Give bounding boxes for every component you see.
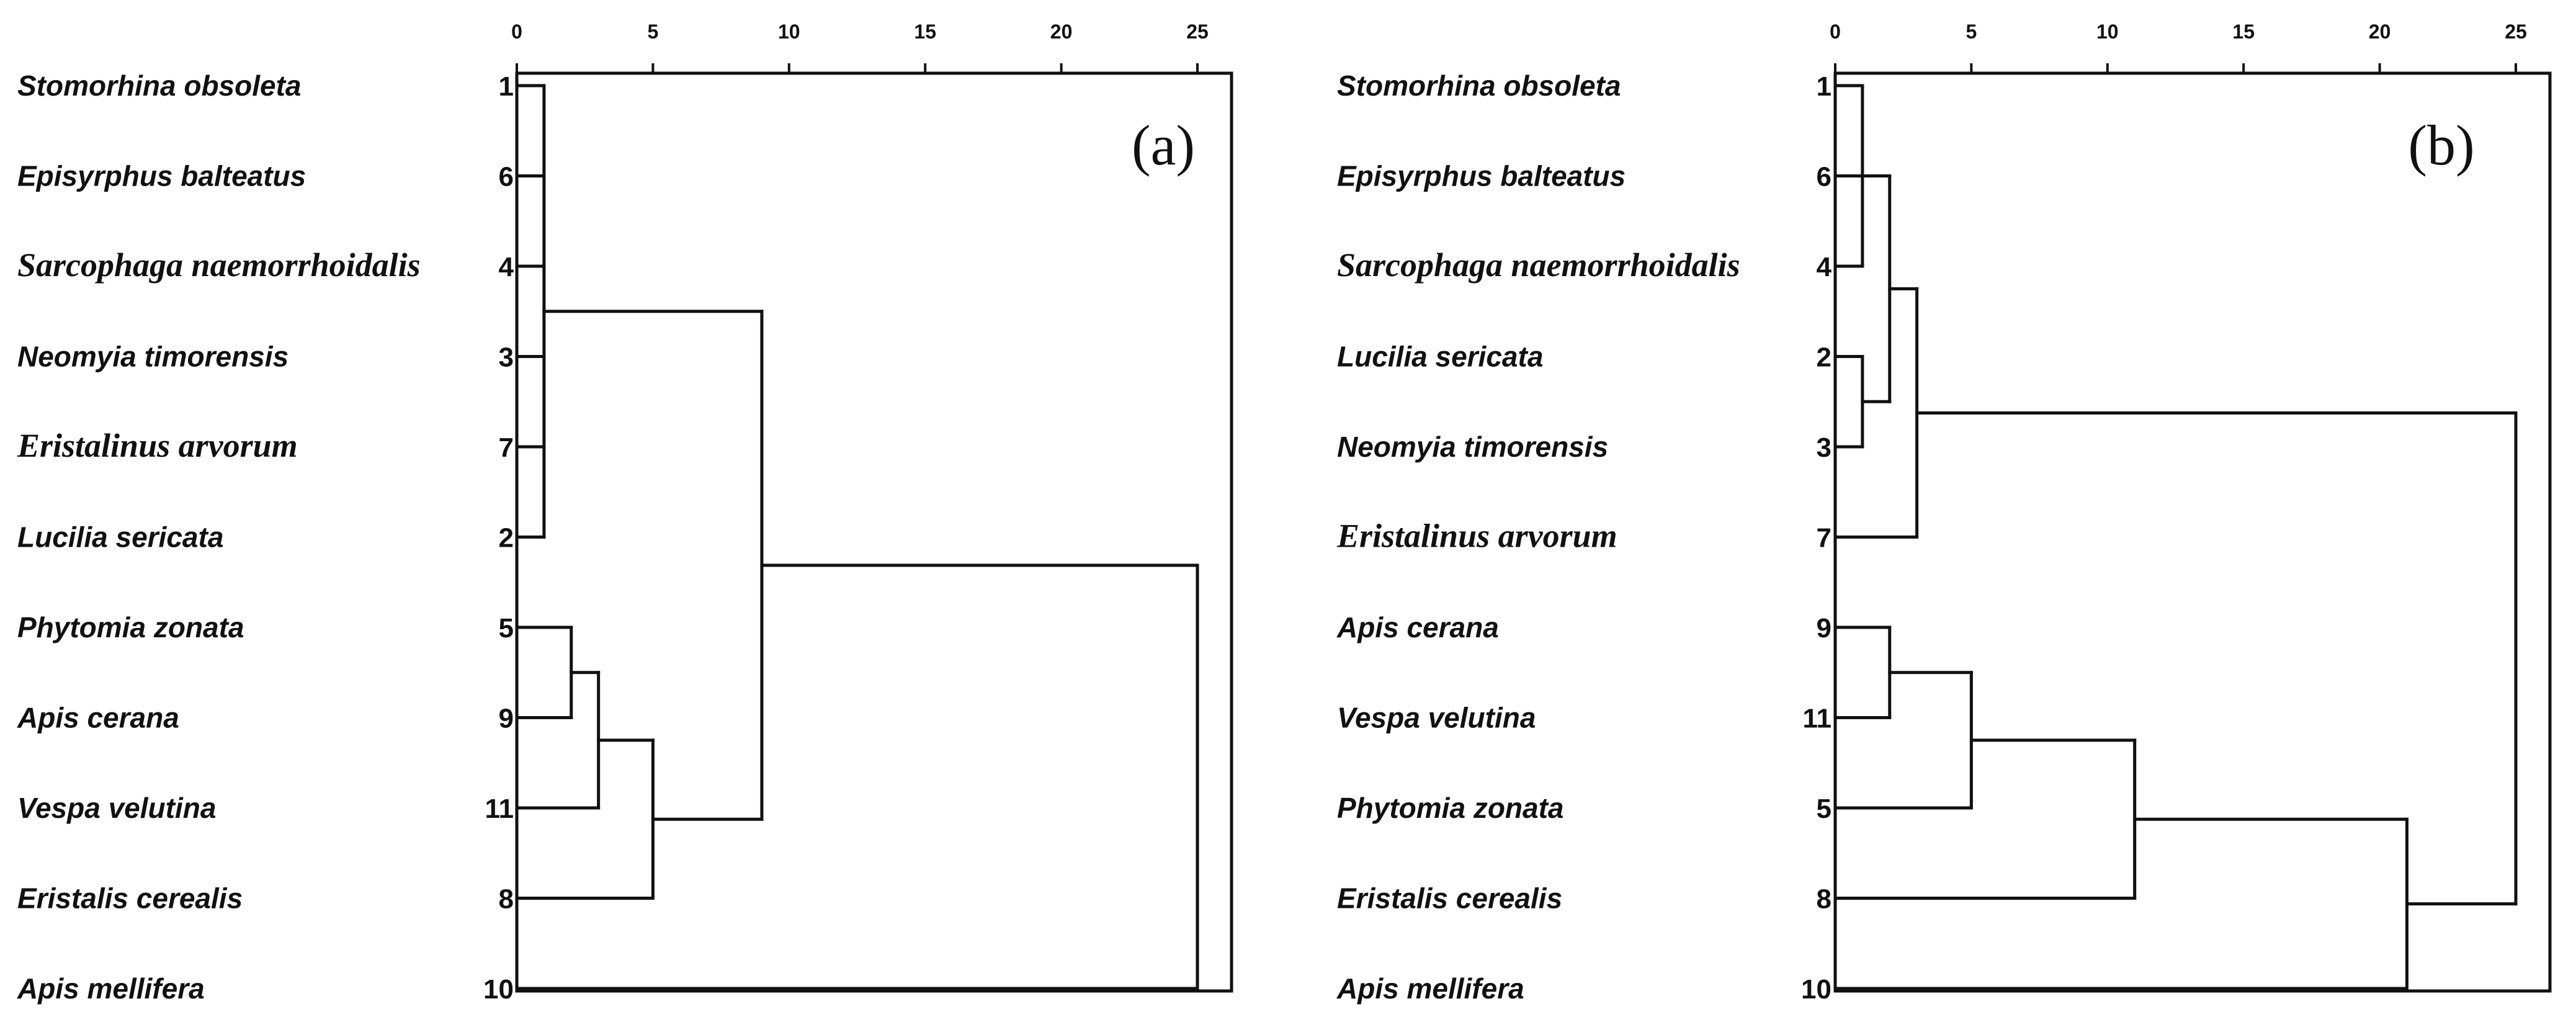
species-label: Phytomia zonata — [17, 611, 244, 643]
case-number: 11 — [485, 794, 514, 824]
species-label: Neomyia timorensis — [17, 340, 289, 373]
case-number: 3 — [498, 342, 514, 373]
axis-tick-label: 5 — [1966, 20, 1977, 43]
case-number: 6 — [498, 161, 514, 192]
case-number: 11 — [1802, 703, 1831, 734]
case-number: 5 — [1816, 794, 1831, 824]
plot-frame — [1835, 73, 2550, 991]
case-number: 2 — [1816, 342, 1831, 373]
species-label: Neomyia timorensis — [1337, 431, 1609, 463]
plot-frame — [517, 73, 1232, 991]
species-label: Apis cerana — [17, 701, 179, 734]
case-number: 3 — [1816, 433, 1831, 463]
case-number: 5 — [498, 613, 514, 643]
species-label: Eristalinus arvorum — [17, 427, 298, 464]
species-label: Stomorhina obsoleta — [1337, 69, 1621, 102]
species-label: Episyrphus balteatus — [1337, 159, 1626, 192]
axis-tick-label: 15 — [914, 20, 936, 43]
dendrogram-panel-a — [17, 20, 1232, 1005]
species-label: Apis mellifera — [17, 972, 205, 1005]
case-number: 9 — [498, 703, 514, 734]
axis-tick-label: 0 — [511, 20, 522, 43]
axis-tick-label: 5 — [647, 20, 659, 43]
case-number: 10 — [1801, 974, 1831, 1005]
axis-tick-label: 25 — [2505, 20, 2527, 43]
case-number: 4 — [1816, 252, 1831, 282]
case-number: 8 — [498, 884, 514, 915]
species-label: Eristalinus arvorum — [1337, 517, 1617, 555]
case-number: 2 — [498, 522, 514, 554]
species-label: Vespa velutina — [1337, 701, 1536, 734]
species-label: Stomorhina obsoleta — [17, 69, 302, 102]
species-label: Sarcophaga naemorrhoidalis — [17, 246, 421, 284]
case-number: 4 — [498, 252, 514, 282]
species-label: Apis cerana — [1337, 611, 1499, 643]
species-label: Eristalis cerealis — [17, 882, 243, 915]
species-label: Phytomia zonata — [1337, 792, 1564, 824]
dendrogram-panel-b — [1336, 20, 2550, 1005]
axis-tick-label: 10 — [778, 20, 800, 43]
axis-tick-label: 0 — [1830, 20, 1841, 43]
species-label: Lucilia sericata — [17, 521, 224, 554]
case-number: 10 — [483, 974, 514, 1005]
axis-tick-label: 20 — [2368, 20, 2391, 43]
case-number: 6 — [1816, 161, 1831, 192]
axis-tick-label: 25 — [1186, 20, 1209, 43]
panel-tag: (b) — [2408, 114, 2475, 177]
panel-tag: (a) — [1131, 114, 1196, 177]
species-label: Sarcophaga naemorrhoidalis — [1337, 246, 1740, 284]
case-number: 7 — [498, 433, 514, 463]
case-number: 8 — [1816, 884, 1831, 915]
case-number: 1 — [498, 71, 514, 102]
species-label: Eristalis cerealis — [1337, 882, 1563, 915]
case-number: 1 — [1816, 71, 1831, 102]
species-label: Lucilia sericata — [1337, 340, 1544, 373]
species-label: Vespa velutina — [17, 792, 217, 824]
axis-tick-label: 20 — [1050, 20, 1073, 43]
axis-tick-label: 10 — [2096, 20, 2119, 43]
case-number: 9 — [1816, 613, 1831, 643]
species-label: Apis mellifera — [1337, 972, 1524, 1005]
species-label: Episyrphus balteatus — [17, 159, 306, 192]
axis-tick-label: 15 — [2232, 20, 2255, 43]
case-number: 7 — [1816, 522, 1831, 554]
